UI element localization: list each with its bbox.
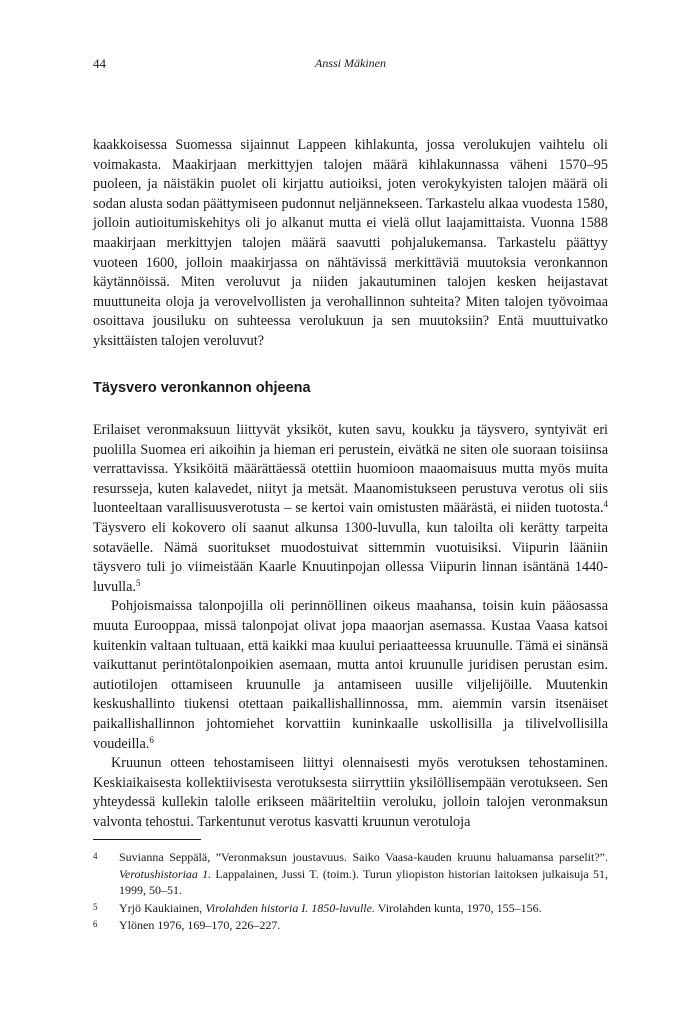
footnote-text: Suvianna Seppälä, ”Veronmaksun joustavuus. Saiko Vaasa-kauden kruunu haluamansa parselit?”. (119, 850, 608, 864)
footnote-4 (93, 849, 608, 899)
intro-paragraph: kaakkoisessa Suomessa sijainnut Lappeen kihlakunta, jossa verolukujen vaihtelu oli voimakasta. Maakirjaan merkittyjen talojen määrä kihlakunnassa väheni 1570–95 puoleen, ja näistäkin puolet oli kirjattu autioiksi, joten verokykyisten talojen määrä oli sodan alusta sodan päättymiseen pudonnut neljännekseen. Tarkastelu alkaa vuodesta 1580, jolloin autioitumiskehitys oli jo alkanut mutta ei vielä ollut laajamittaista. Vuonna 1588 maakirjaan merkittyjen talojen määrä saavutti pohjalukemansa. Tarkastelu päättyy vuoteen 1600, jolloin maakirjassa on nähtävissä merkittäviä muutoksia veronkannon käytännöissä. Miten veroluvut ja niiden jakautuminen talojen kesken heijastavat muuttuneita oloja ja verovelvollisten ja verohallinnon suhteita? Miten talojen työvoimaa osoittava jousiluku on suhteessa verolukuun ja sen muutoksiin? Entä muuttuivatko yksittäisten talojen veroluvut? (93, 137, 608, 349)
section-heading: Täysvero veronkannon ohjeena (93, 380, 311, 396)
footnote-ref-4: 4 (603, 499, 608, 510)
footnote-separator (93, 839, 201, 840)
document-page (93, 0, 608, 1014)
footnote-number: 4 (93, 851, 98, 861)
footnote-ref-6: 6 (149, 734, 154, 745)
footnote-text-rest: Virolahden kunta, 1970, 155–156. (374, 900, 542, 915)
section-body (93, 421, 608, 832)
footnote-6 (93, 917, 608, 934)
paragraph-1 (93, 421, 608, 597)
footnote-title: Virolahden historia I. 1850-luvulle. (205, 900, 375, 915)
footnote-number: 5 (93, 901, 98, 912)
running-head (93, 56, 608, 74)
footnotes (93, 849, 608, 935)
footnote-text: Ylönen 1976, 169–170, 226–227. (119, 918, 281, 932)
page-number: 44 (93, 56, 106, 71)
footnote-5 (93, 900, 608, 917)
footnote-text-rest: Lappalainen, Jussi T. (toim.). Turun yliopiston historian laitoksen julkaisuja 51, 1999, 50–51. (119, 866, 608, 897)
paragraph-1-text-b: Täysvero eli kokovero oli saanut alkunsa 1300-luvulla, kun taloilta oli kerätty tarpeita sotaväelle. Nämä suoritukset muodostuivat sittemmin vuotuisiksi. Viipurin lääniin täysvero tuli jo viimeistään Kaarle Knuutinpojan ollessa Viipurin linnan isäntänä 1440-luvulla. (93, 519, 608, 595)
footnote-text: Yrjö Kaukiainen, (119, 900, 206, 915)
footnote-ref-5: 5 (135, 577, 141, 588)
paragraph-2 (93, 597, 608, 754)
footnote-number: 6 (93, 919, 98, 929)
paragraph-2-text: Pohjoismaissa talonpojilla oli perinnöllinen oikeus maahansa, toisin kuin pääosassa muuta Eurooppaa, missä talonpojat olivat jopa maaorjan asemassa. Kustaa Vaasa katsoi kuitenkin valtaan tultuaan, että kaikki maa kuului periaatteessa kruunulle. Tämä ei sinänsä vaikuttanut perintötalonpoikien asemaan, mutta antoi kruunulle juridisen perustan esim. autiotilojen ottamiseen kruunulle ja antamiseen uusille viljelijöille. Muutenkin keskushallinto tiukensi otettaan paikallishallinnossa, mm. aiemmin varsin itsenäiset paikallishallinnon johtomiehet korvattiin kuninkaalle uskollisilla ja tilivelvollisilla voudeilla. (93, 598, 608, 752)
paragraph-3: Kruunun otteen tehostamiseen liittyi olennaisesti myös verotuksen tehostaminen. Keskiaikaisesta kollektiivisesta verotuksesta siirryttiin yksilöllisempään verotukseen. Sen yhteydessä kullekin talolle erikseen määriteltiin veroluku, jolloin talojen veronmaksun valvonta tehostui. Tarkentunut verotus kasvatti kruunun verotuloja (93, 755, 608, 830)
paragraph-1-text-a: Erilaiset veronmaksuun liittyvät yksiköt, kuten savu, koukku ja täysvero, syntyivät eri puolilla Suomea eri aikoihin ja hieman eri perustein, eivätkä ne siten ole suoraan toisiinsa verrattavissa. Yksiköitä määrättäessä otettiin huomioon maaomaisuus mutta myös muita resursseja, kuten kalavedet, niityt ja metsät. Maanomistukseen perustuva verotus oli siis luonteeltaan varallisuusverotusta – se kertoi vain omistusten määrästä, ei niiden tuotosta. (93, 422, 608, 517)
footnote-title: Verotushistoriaa 1. (119, 866, 212, 881)
running-head-author: Anssi Mäkinen (315, 56, 386, 70)
